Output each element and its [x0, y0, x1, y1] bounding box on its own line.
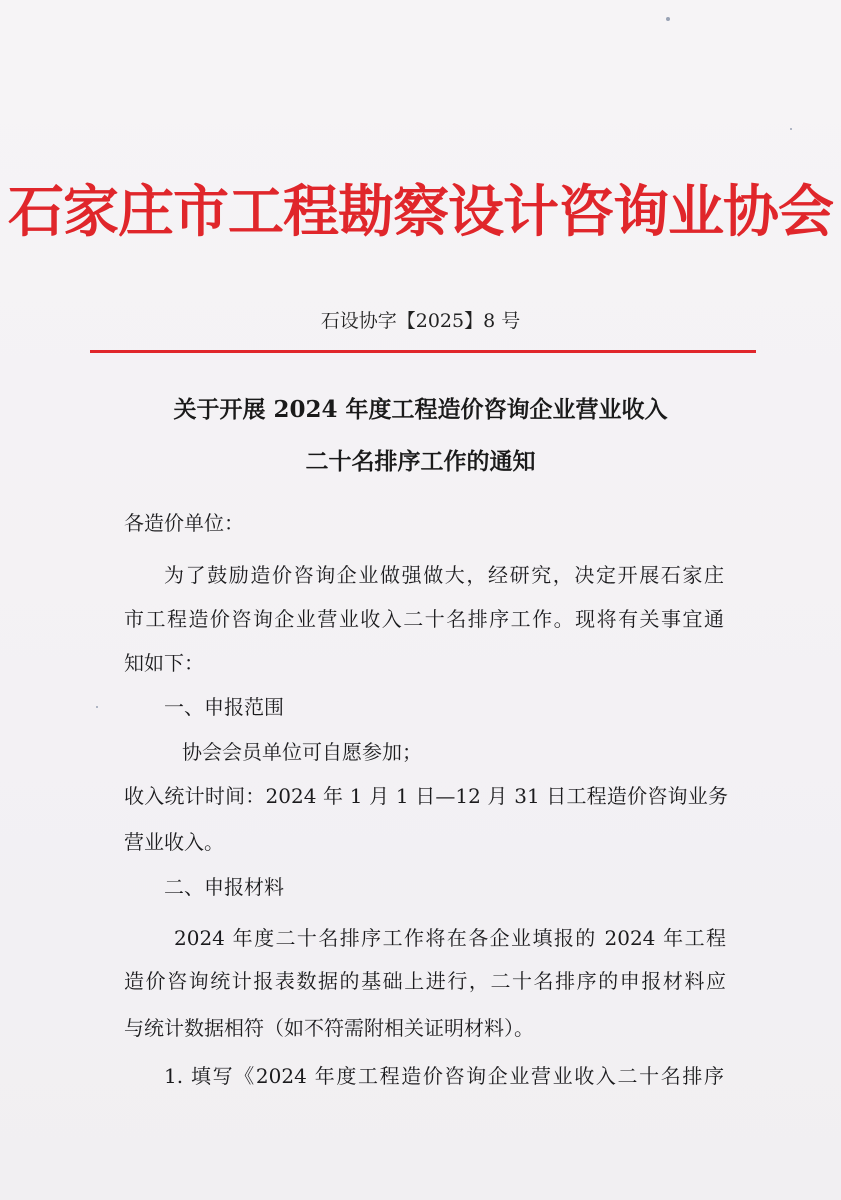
intro-paragraph-line: 市工程造价咨询企业营业收入二十名排序工作。现将有关事宜通: [124, 607, 724, 631]
intro-paragraph-line: 知如下：: [124, 651, 204, 675]
notice-title-line-1: 关于开展 2024 年度工程造价咨询企业营业收入: [173, 396, 668, 423]
red-divider-line: [90, 350, 756, 353]
salutation: 各造价单位：: [124, 511, 244, 535]
organization-letterhead: 石家庄市工程勘察设计咨询业协会: [8, 179, 833, 245]
notice-title-line-2: 二十名排序工作的通知: [305, 448, 536, 475]
scan-speck: [666, 17, 670, 21]
scan-speck: [96, 706, 98, 708]
materials-paragraph-line: 造价咨询统计报表数据的基础上进行，二十名排序的申报材料应: [124, 969, 726, 993]
document-number: 石设协字【2025】8 号: [320, 310, 521, 332]
intro-paragraph-line: 为了鼓励造价咨询企业做强做大，经研究，决定开展石家庄: [164, 563, 724, 587]
materials-paragraph-line: 2024 年度二十名排序工作将在各企业填报的 2024 年工程: [174, 926, 726, 950]
scan-speck: [790, 128, 792, 130]
scope-paragraph-line: 收入统计时间：2024 年 1 月 1 日—12 月 31 日工程造价咨询业务: [124, 784, 728, 808]
materials-paragraph-line: 与统计数据相符（如不符需附相关证明材料）。: [124, 1016, 534, 1040]
section-heading-scope: 一、申报范围: [164, 695, 284, 719]
section-heading-materials: 二、申报材料: [164, 875, 284, 899]
scope-paragraph-line: 营业收入。: [124, 830, 224, 854]
materials-paragraph-line: 1. 填写《2024 年度工程造价咨询企业营业收入二十名排序: [164, 1064, 724, 1088]
scope-paragraph-line: 协会会员单位可自愿参加；: [182, 740, 422, 764]
